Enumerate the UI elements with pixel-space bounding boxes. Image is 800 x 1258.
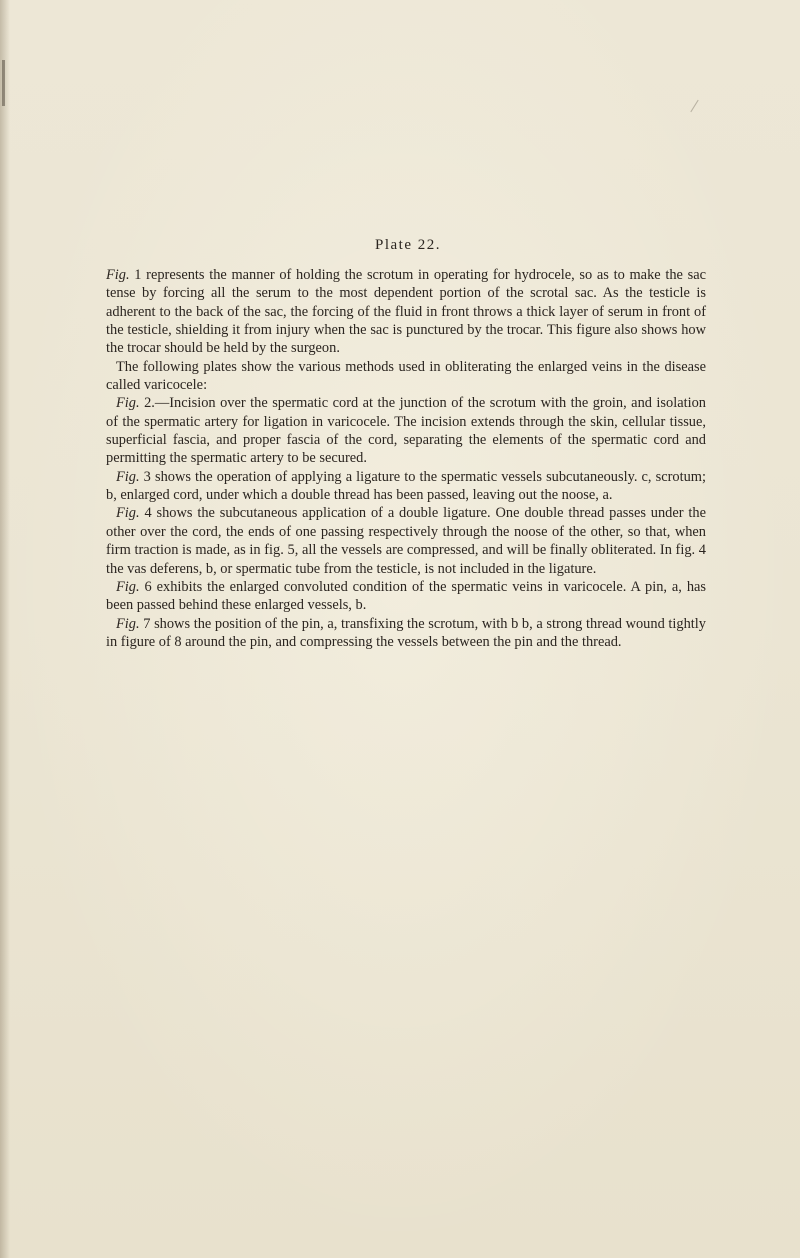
- paragraph-text: 2.—Incision over the spermatic cord at the junction of the scrotum with the groin, and isolation of the spermatic artery for ligation in varicocele. The incision extends through the skin, cellular tissue, superficial fascia, and proper fascia of the cord, separating the elements of the spermatic cord and permitting the spermatic artery to be secured.: [106, 395, 706, 467]
- paragraph-fig-2: [106, 394, 706, 467]
- paragraph-text: 7 shows the position of the pin, a, transfixing the scrotum, with b b, a strong thread wound tightly in figure of 8 around the pin, and compressing the vessels between the pin and the thread.: [106, 615, 706, 650]
- fig-label: Fig.: [116, 468, 140, 485]
- paragraph-text: 6 exhibits the enlarged convoluted condition of the spermatic veins in varicocele. A pin, a, has been passed behind these enlarged vessels, b.: [106, 578, 706, 614]
- fig-label: Fig.: [116, 395, 140, 412]
- paragraph-fig-1: [106, 266, 706, 358]
- paragraph-fig-6: [106, 578, 706, 615]
- paragraph-fig-3: [106, 468, 706, 505]
- paragraph-text: 3 shows the operation of applying a ligature to the spermatic vessels subcutaneously. c, scrotum; b, enlarged cord, under which a double thread has been passed, leaving out the noose, a.: [106, 468, 706, 504]
- fig-label: Fig.: [116, 615, 140, 632]
- fig-label: Fig.: [116, 578, 140, 595]
- paragraph-text: 4 shows the subcutaneous application of a double ligature. One double thread passes under the other over the cord, the ends of one passing respectively through the noose of the other, so that, when firm traction is made, as in fig. 5, all the vessels are compressed, and will be finally obliterated. In fig. 4 the vas deferens, b, or spermatic tube from the testicle, is not included in the ligature.: [106, 505, 706, 577]
- paragraph-fig-7: [106, 615, 706, 652]
- fig-label: Fig.: [106, 267, 130, 283]
- stray-mark: [690, 100, 698, 112]
- page-binding-shadow: [0, 0, 10, 1258]
- plate-title: Plate 22.: [375, 237, 441, 253]
- fig-label: Fig.: [116, 505, 140, 522]
- paragraph-text: 1 represents the manner of holding the scrotum in operating for hydrocele, so as to make the sac tense by forcing all the serum to the most dependent portion of the scrotal sac. As the testicle is adherent to the back of the sac, the forcing of the fluid in front throws a thick layer of serum in front of the testicle, shielding it from injury when the sac is punctured by the trocar. This figure also shows how the trocar should be held by the surgeon.: [106, 267, 706, 357]
- edge-mark: [2, 60, 5, 106]
- paragraph-fig-4: [106, 504, 706, 577]
- paragraph-text: The following plates show the various methods used in obliterating the enlarged veins in the disease called varicocele:: [106, 358, 706, 394]
- page-content: [106, 237, 706, 651]
- paragraph-intro-varicocele: [106, 358, 706, 395]
